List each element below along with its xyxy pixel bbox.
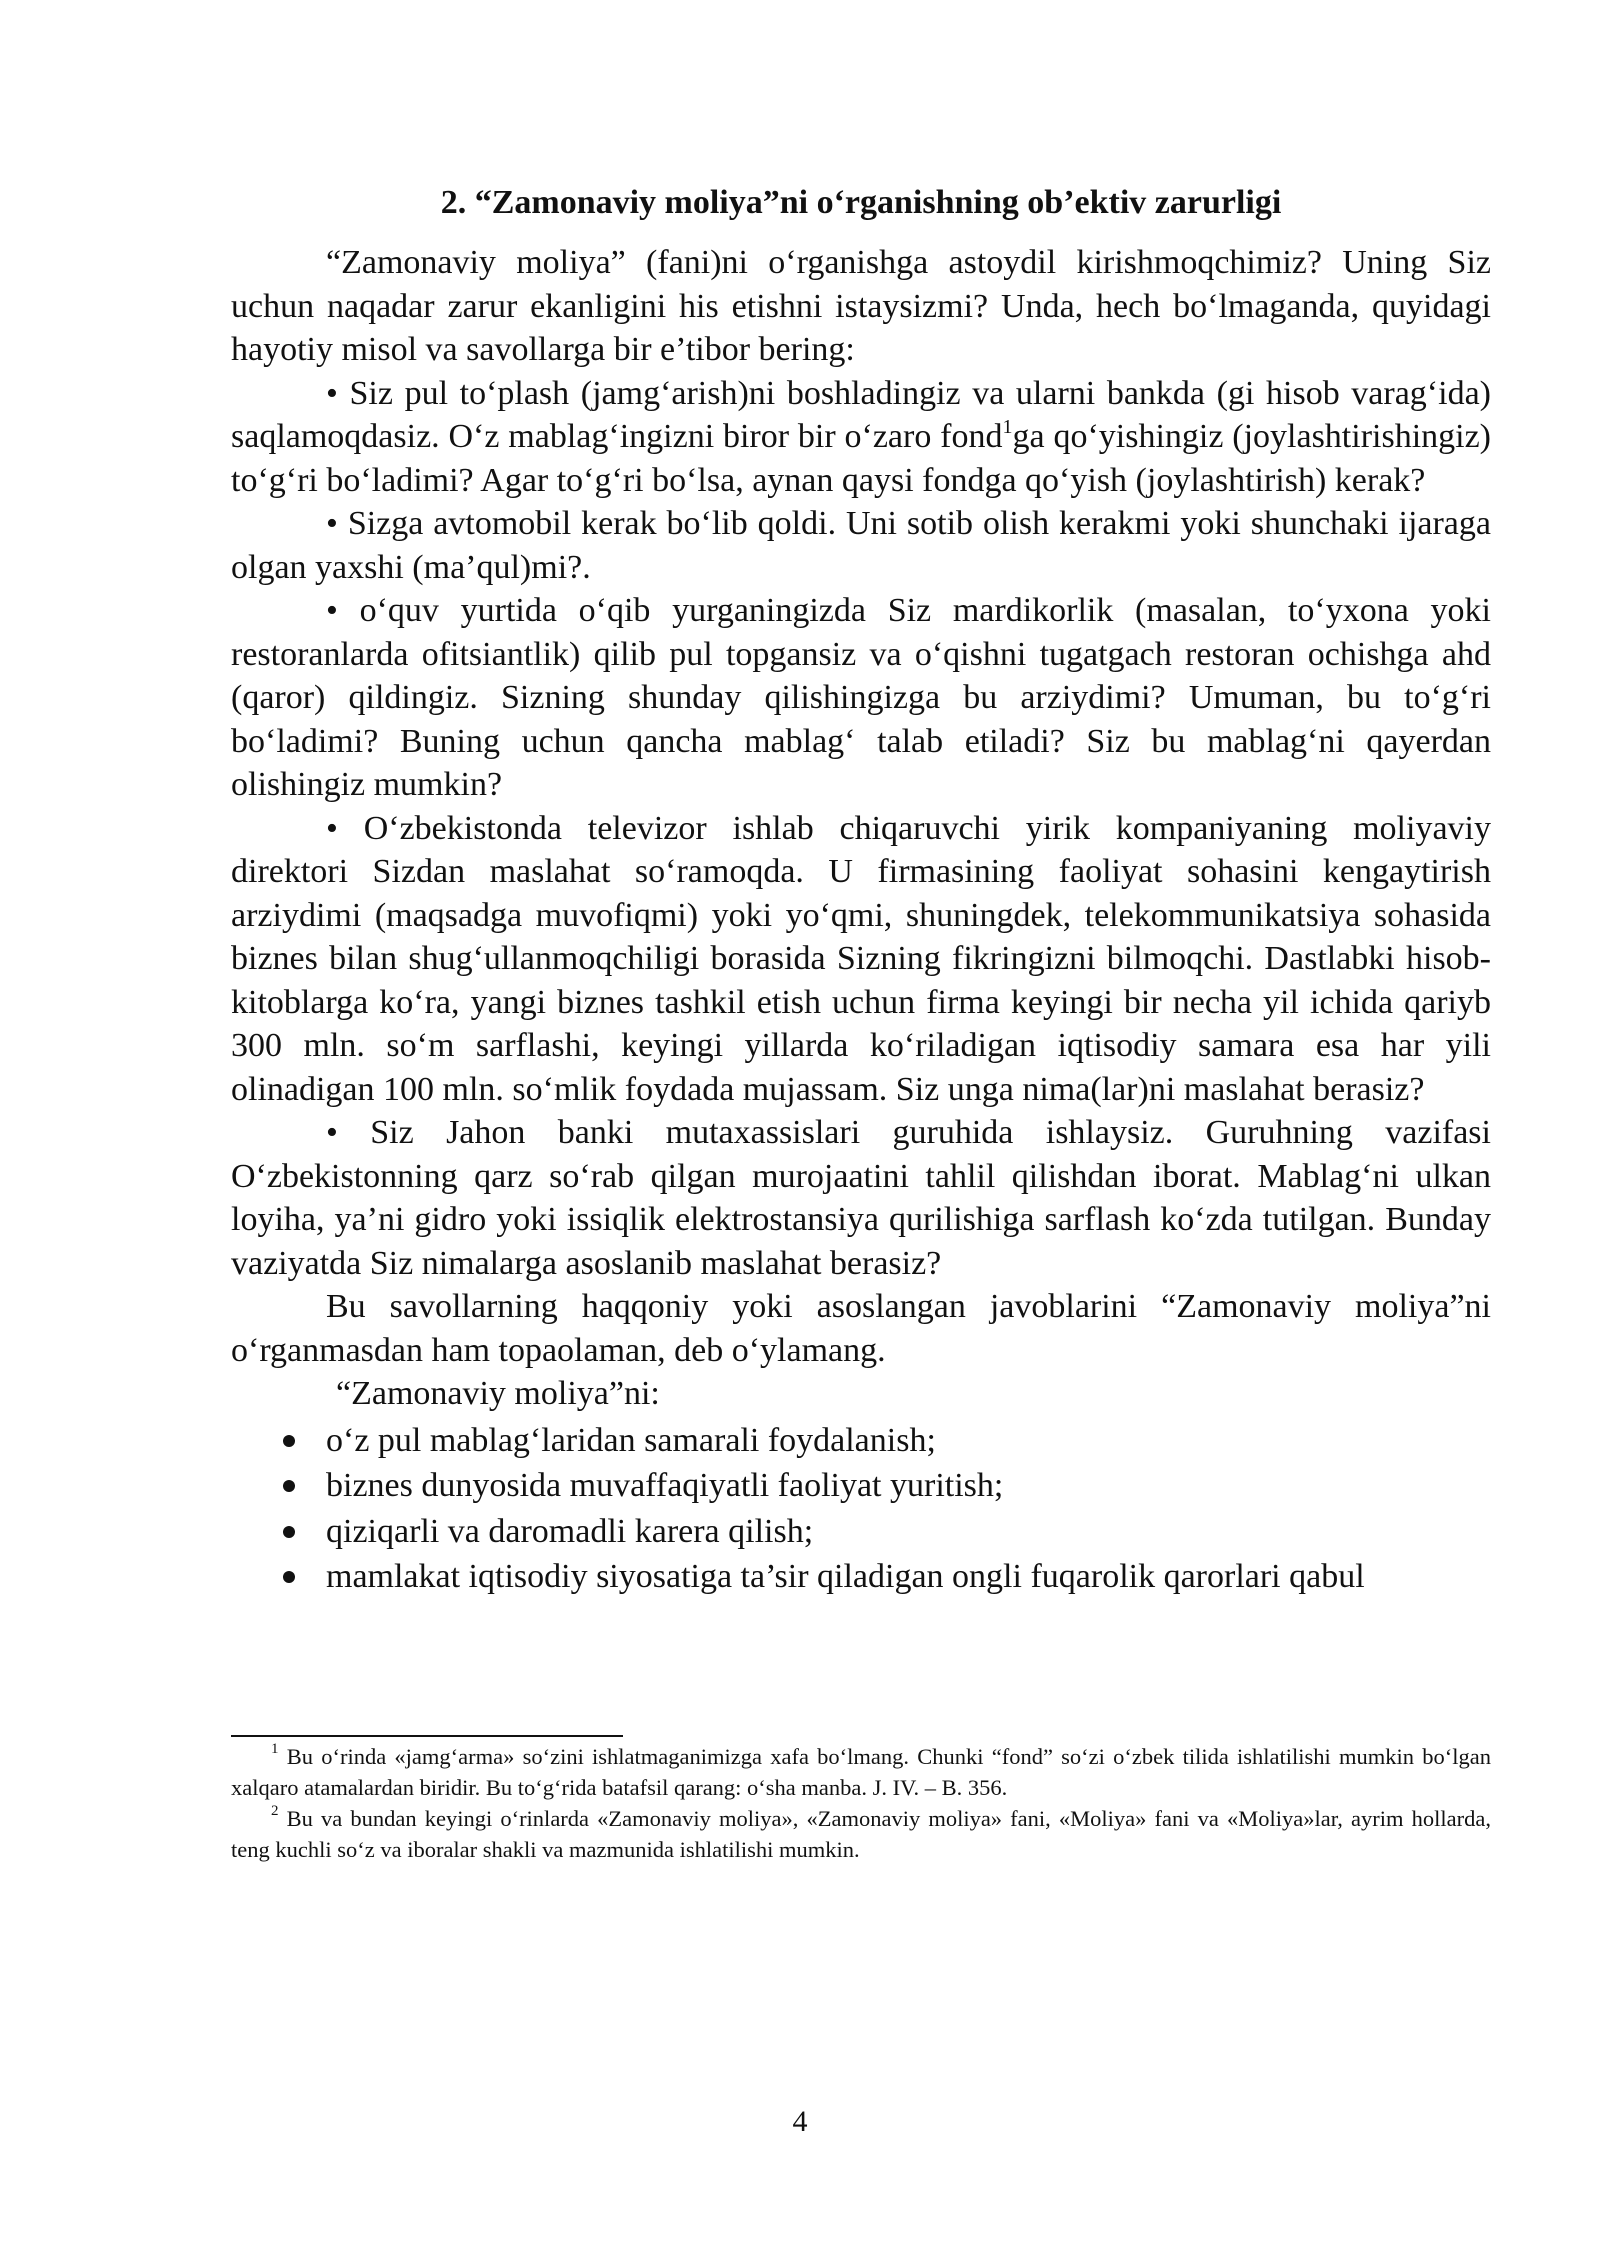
- question-1-text: • Siz pul to‘plash (jamg‘arish)ni boshladingiz va ularni bankda (gi hisob varag‘ida) saqlamoqdasiz. O‘z mablag‘ingizni biror bir o‘zaro fond: [231, 374, 1491, 455]
- footnote-1-text: Bu o‘rinda «jamg‘arma» so‘zini ishlatmaganimizga xafa bo‘lmang. Chunki “fond” so‘zi o‘zbek tilida ishlatilishi mumkin bo‘lgan xalqaro atamalardan biridir. Bu to‘g‘rida batafsil qarang: o‘sha manba. J. IV. – B. 356.: [231, 1744, 1491, 1800]
- footnotes: [231, 1741, 1491, 1865]
- list-item-text: qiziqarli va daromadli karera qilish;: [326, 1512, 814, 1550]
- question-paragraph-3: • o‘quv yurtida o‘qib yurganingizda Siz mardikorlik (masalan, to‘yxona yoki restoranlarda ofitsiantlik) qilib pul topgansiz va o‘qishni tugatgach restoran ochishga ahd (qaror) qildingiz. Sizning shunday qilishingizga bu arziydimi? Umuman, bu to‘g‘ri bo‘ladimi? Buning uchun qancha mablag‘ talab etiladi? Siz bu mablag‘ni qayerdan olishingiz mumkin?: [231, 592, 1491, 803]
- bullet-dot-icon: [283, 1526, 295, 1538]
- question-paragraph-2: • Sizga avtomobil kerak bo‘lib qoldi. Uni sotib olish kerakmi yoki shunchaki ijaraga olgan yaxshi (ma’qul)mi?.: [231, 505, 1491, 586]
- footnote-ref-1[interactable]: 1: [1002, 415, 1013, 438]
- list-item: [231, 1418, 1491, 1464]
- footnote-1: [231, 1741, 1491, 1803]
- bullet-list: [231, 1418, 1491, 1600]
- footnote-mark-1: 1: [271, 1740, 279, 1757]
- footnote-2-text: Bu va bundan keyingi o‘rinlarda «Zamonaviy moliya», «Zamonaviy moliya» fani, «Moliya» fani va «Moliya»lar, ayrim hollarda, teng kuchli so‘z va iboralar shakli va mazmunida ishlatilishi mumkin.: [231, 1806, 1491, 1862]
- list-item-text: mamlakat iqtisodiy siyosatiga ta’sir qiladigan ongli fuqarolik qarorlari qabul: [326, 1558, 1365, 1595]
- question-1-text-cont: ga qo‘yishingiz (joylashtirishingiz) to‘g‘ri bo‘ladimi? Agar to‘g‘ri bo‘lsa, aynan qaysi fondga qo‘yish (joylashtirish) kerak?: [231, 418, 1492, 499]
- list-intro: “Zamonaviy moliya”ni:: [336, 1375, 660, 1412]
- list-item: [231, 1463, 1491, 1509]
- footnote-2: [231, 1803, 1491, 1865]
- bullet-dot-icon: [283, 1435, 295, 1447]
- footnote-mark-2: 2: [271, 1802, 279, 1819]
- footnote-separator: [231, 1735, 623, 1737]
- question-paragraph-4: • O‘zbekistonda televizor ishlab chiqaruvchi yirik kompaniyaning moliyaviy direktori Sizdan maslahat so‘ramoqda. U firmasining faoliyat sohasini kengaytirish arziydimi (maqsadga muvofiqmi) yoki yo‘qmi, shuningdek, telekommunikatsiya sohasida biznes bilan shug‘ullanmoqchiligi borasida Sizning fikringizni bilmoqchi. Dastlabki hisob-kitoblarga ko‘ra, yangi biznes tashkil etish uchun firma keyingi bir necha yil ichida qariyb 300 mln. so‘m sarflashi, keyingi yillarda ko‘riladigan iqtisodiy samara esa har yili olinadigan 100 mln. so‘mlik foydada mujassam. Siz unga nima(lar)ni maslahat berasiz?: [231, 809, 1491, 1108]
- list-item-text: biznes dunyosida muvaffaqiyatli faoliyat yuritish;: [326, 1467, 1004, 1504]
- question-paragraph-5: • Siz Jahon banki mutaxassislari guruhida ishlaysiz. Guruhning vazifasi O‘zbekistonning qarz so‘rab qilgan murojaatini tahlil qilishdan iborat. Mablag‘ni ulkan loyiha, ya’ni gidro yoki issiqlik elektrostansiya qurilishiga sarflash ko‘zda tutilgan. Bunday vaziyatda Siz nimalarga asoslanib maslahat berasiz?: [231, 1114, 1491, 1282]
- question-paragraph-1: [231, 372, 1491, 503]
- main-content: [231, 181, 1491, 1600]
- list-item: [231, 1554, 1491, 1600]
- bullet-dot-icon: [283, 1480, 295, 1492]
- list-item: [231, 1509, 1491, 1555]
- intro-paragraph: “Zamonaviy moliya” (fani)ni o‘rganishga astoydil kirishmoqchimiz? Uning Siz uchun naqadar zarur ekanligini his etishni istaysizmi? Unda, hech bo‘lmaganda, quyidagi hayotiy misol va savollarga bir e’tibor bering:: [231, 244, 1491, 368]
- list-item-text: o‘z pul mablag‘laridan samarali foydalanish;: [326, 1421, 936, 1459]
- page-number: 4: [792, 2105, 808, 2138]
- section-title: 2. “Zamonaviy moliya”ni o‘rganishning ob’ektiv zarurligi: [440, 184, 1282, 221]
- bullet-dot-icon: [283, 1571, 295, 1583]
- conclusion-paragraph: Bu savollarning haqqoniy yoki asoslangan javoblarini “Zamonaviy moliya”ni o‘rganmasdan ham topaolaman, deb o‘ylamang.: [231, 1288, 1491, 1369]
